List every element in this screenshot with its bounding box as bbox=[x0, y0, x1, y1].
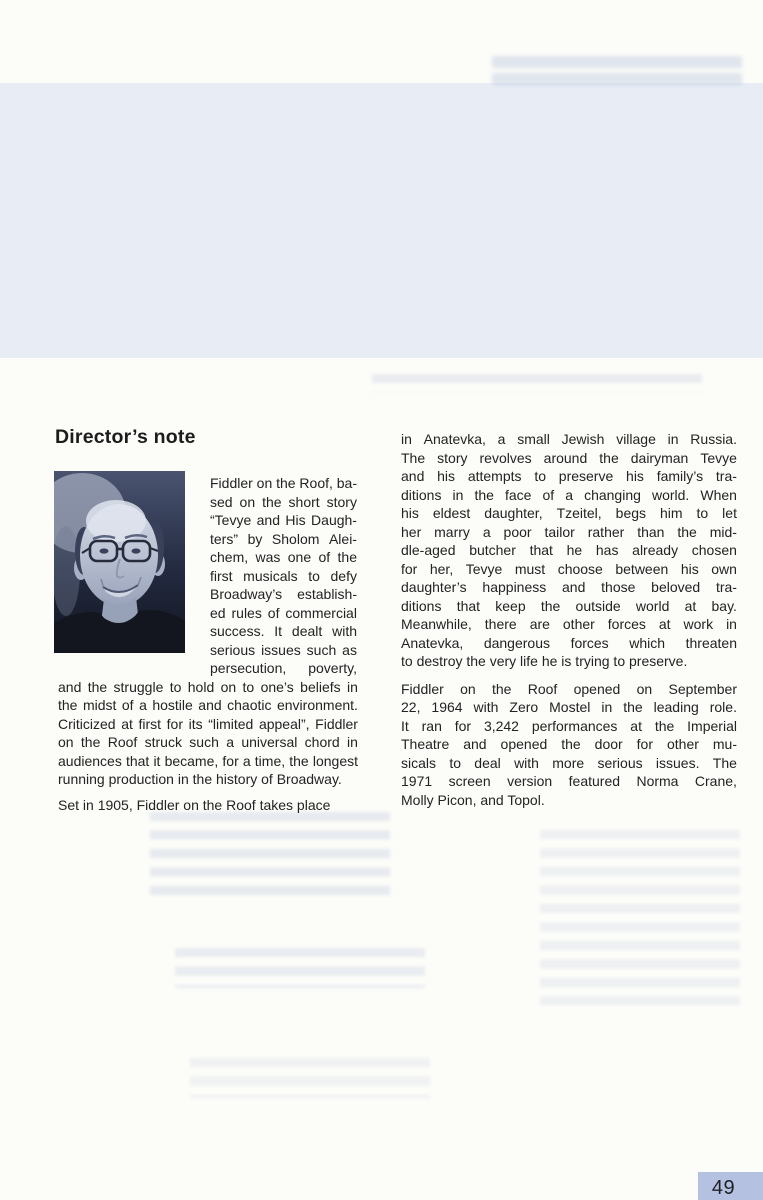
bleed-through-band bbox=[0, 83, 763, 358]
text-line: ditions in the face of a changing world. When bbox=[401, 486, 737, 503]
text-line: Meanwhile, there are other forces at work in bbox=[401, 616, 737, 632]
text-line: success. It dealt with bbox=[210, 623, 357, 639]
bleed-through-artifact bbox=[190, 1058, 430, 1098]
text-line: first musicals to defy bbox=[210, 567, 357, 584]
text-line: Broadway’s establish- bbox=[210, 586, 357, 602]
text-line: “Tevye and His Daugh- bbox=[210, 512, 357, 528]
text-line: daughter’s happiness and those beloved tra- bbox=[401, 579, 737, 595]
text-line: Criticized at first for its “limited appeal”, Fiddler bbox=[58, 715, 358, 732]
text-line: 1971 screen version featured Norma Crane, bbox=[401, 773, 737, 789]
page-title: Director’s note bbox=[55, 426, 196, 448]
left-column bbox=[55, 426, 358, 814]
text-line: ters” by Sholom Alei- bbox=[210, 530, 357, 547]
text-line: her marry a poor tailor rather than the mid- bbox=[401, 523, 737, 540]
text-line: and the struggle to hold on to one’s beliefs in bbox=[58, 678, 358, 695]
bleed-through-artifact bbox=[492, 56, 742, 86]
text-line: running production in the history of Broadway. bbox=[58, 771, 342, 787]
text-line: serious issues such as bbox=[210, 641, 357, 658]
text-line: 22, 1964 with Zero Mostel in the leading role. bbox=[401, 699, 737, 715]
text-line: on the Roof struck such a universal chord in bbox=[58, 734, 358, 750]
text-line: dle-aged butcher that he has already chosen bbox=[401, 542, 737, 558]
bleed-through-artifact bbox=[150, 812, 390, 904]
text-line: and his attempts to preserve his family’s tra- bbox=[401, 468, 737, 484]
text-line: sed on the short story bbox=[210, 493, 357, 510]
paragraph-2 bbox=[58, 796, 358, 815]
bleed-through-artifact bbox=[175, 948, 425, 988]
text-line: Set in 1905, Fiddler on the Roof takes place bbox=[58, 796, 331, 813]
right-column bbox=[401, 430, 737, 809]
paragraph-1-wrapped-lines bbox=[210, 474, 357, 678]
text-line: sicals to deal with more serious issues. The bbox=[401, 754, 737, 771]
page-number: 49 bbox=[711, 1177, 736, 1199]
bleed-through-artifact bbox=[372, 374, 702, 393]
text-line: in Anatevka, a small Jewish village in Russia. bbox=[401, 431, 737, 447]
text-line: The story revolves around the dairyman Tevye bbox=[401, 449, 737, 466]
paragraph-1-full-lines bbox=[58, 678, 358, 789]
paragraph-1 bbox=[401, 430, 737, 671]
text-line: ditions that keep the outside world at bay. bbox=[401, 597, 737, 614]
eye bbox=[132, 548, 141, 553]
text-line: Anatevka, dangerous forces which threaten bbox=[401, 634, 737, 651]
text-line: his eldest daughter, Tzeitel, begs him to let bbox=[401, 505, 737, 521]
text-line: Fiddler on the Roof opened on September bbox=[401, 680, 737, 697]
eye bbox=[100, 548, 109, 553]
paragraph-2 bbox=[401, 680, 737, 810]
text-line: persecution, poverty, bbox=[210, 660, 357, 676]
text-line: for her, Tevye must choose between his own bbox=[401, 560, 737, 577]
text-line: Molly Picon, and Topol. bbox=[401, 791, 545, 808]
bleed-through-artifact bbox=[540, 830, 740, 1005]
text-line: to destroy the very life he is trying to preserve. bbox=[401, 653, 688, 669]
text-line: audiences that it became, for a time, the longest bbox=[58, 752, 358, 769]
text-line: chem, was one of the bbox=[210, 549, 357, 565]
text-line: ed rules of commercial bbox=[210, 604, 357, 621]
page-number-box bbox=[698, 1172, 763, 1200]
text-line: Fiddler on the Roof, ba- bbox=[210, 475, 357, 491]
text-line: the midst of a hostile and chaotic environment. bbox=[58, 697, 358, 713]
text-line: Theatre and opened the door for other mu- bbox=[401, 736, 737, 752]
text-line: It ran for 3,242 performances at the Imperial bbox=[401, 717, 737, 734]
director-photo bbox=[54, 471, 185, 653]
director-portrait-image bbox=[54, 471, 185, 653]
